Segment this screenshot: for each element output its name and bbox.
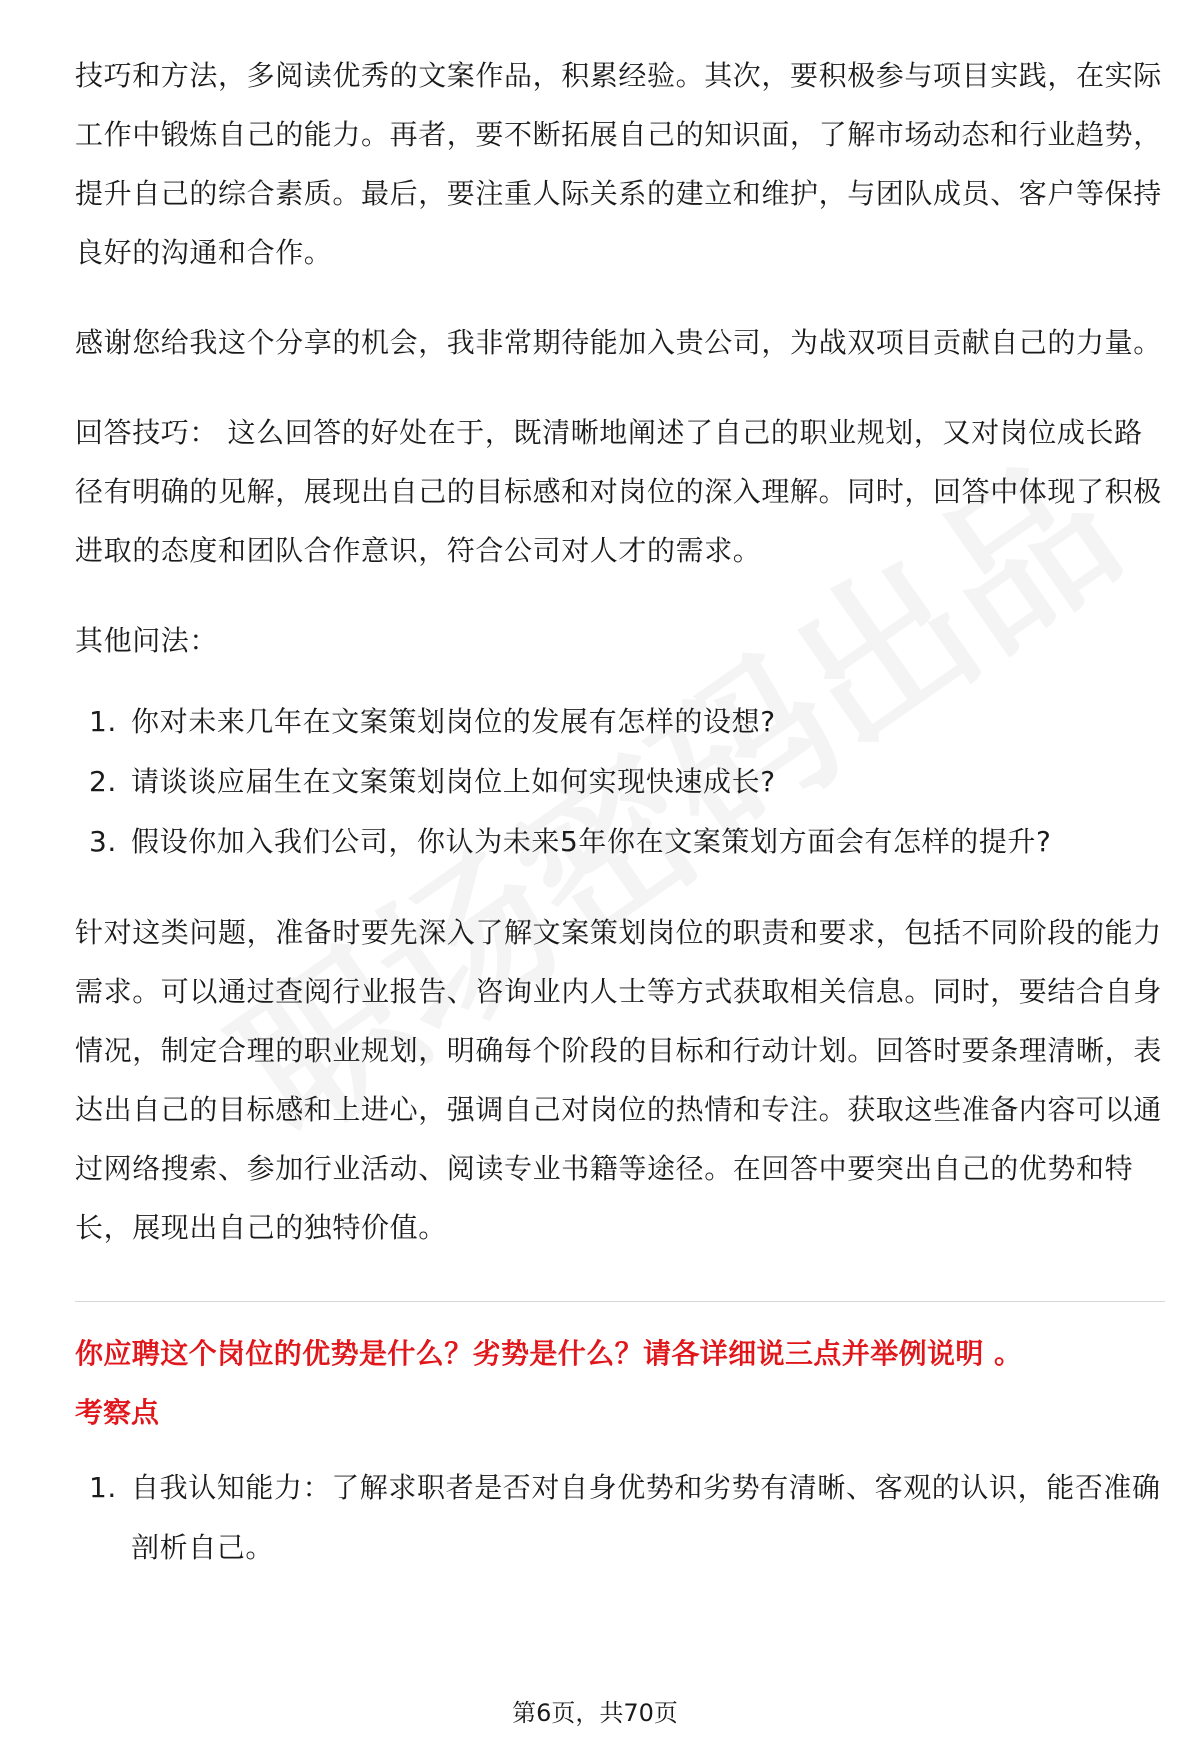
list-item [75, 692, 1165, 752]
list-item-number: 2. [89, 765, 117, 798]
list-item-number: 1. [89, 705, 117, 738]
list-item [75, 812, 1165, 872]
list-item-text: 请谈谈应届生在文案策划岗位上如何实现快速成长? [131, 765, 776, 798]
paragraph-preparation-advice: 针对这类问题，准备时要先深入了解文案策划岗位的职责和要求，包括不同阶段的能力需求。可以通过查阅行业报告、咨询业内人士等方式获取相关信息。同时，要结合自身情况，制定合理的职业规划，明确每个阶段的目标和行动计划。回答时要条理清晰，表达出自己的目标感和上进心，强调自己对岗位的热情和专注。获取这些准备内容可以通过网络搜索、参加行业活动、阅读专业书籍等途径。在回答中要突出自己的优势和特长，展现出自己的独特价值。 [75, 916, 1162, 1244]
paragraph-other-asks-label: 其他问法： [75, 624, 219, 657]
paragraph-study-tips: 技巧和方法，多阅读优秀的文案作品，积累经验。其次，要积极参与项目实践，在实际工作中锻炼自己的能力。再者，要不断拓展自己的知识面，了解市场动态和行业趋势，提升自己的综合素质。最后，要注重人际关系的建立和维护，与团队成员、客户等保持良好的沟通和合作。 [75, 59, 1162, 269]
section-divider [75, 1301, 1165, 1302]
list-item [75, 1458, 1165, 1578]
paragraph-thanks: 感谢您给我这个分享的机会，我非常期待能加入贵公司，为战双项目贡献自己的力量。 [75, 326, 1162, 359]
assessment-points-list [75, 1458, 1165, 1578]
question-title: 你应聘这个岗位的优势是什么？劣势是什么？请各详细说三点并举例说明 。 [75, 1337, 1023, 1370]
paragraph-answer-tips: 回答技巧： 这么回答的好处在于，既清晰地阐述了自己的职业规划，又对岗位成长路径有明确的见解，展现出自己的目标感和对岗位的深入理解。同时，回答中体现了积极进取的态度和团队合作意识，符合公司对人才的需求。 [75, 416, 1162, 567]
list-item-number: 3. [89, 825, 117, 858]
list-item-number: 1. [89, 1471, 117, 1504]
page-footer: 第6页，共70页 [512, 1699, 678, 1727]
list-item [75, 752, 1165, 812]
list-item-text: 自我认知能力：了解求职者是否对自身优势和劣势有清晰、客观的认识，能否准确剖析自己。 [131, 1471, 1161, 1564]
other-questions-list [75, 692, 1165, 872]
list-item-text: 假设你加入我们公司，你认为未来5年你在文案策划方面会有怎样的提升? [131, 825, 1052, 858]
assessment-points-heading: 考察点 [75, 1396, 160, 1429]
list-item-text: 你对未来几年在文案策划岗位的发展有怎样的设想? [131, 705, 776, 738]
document-body [75, 46, 1165, 1578]
